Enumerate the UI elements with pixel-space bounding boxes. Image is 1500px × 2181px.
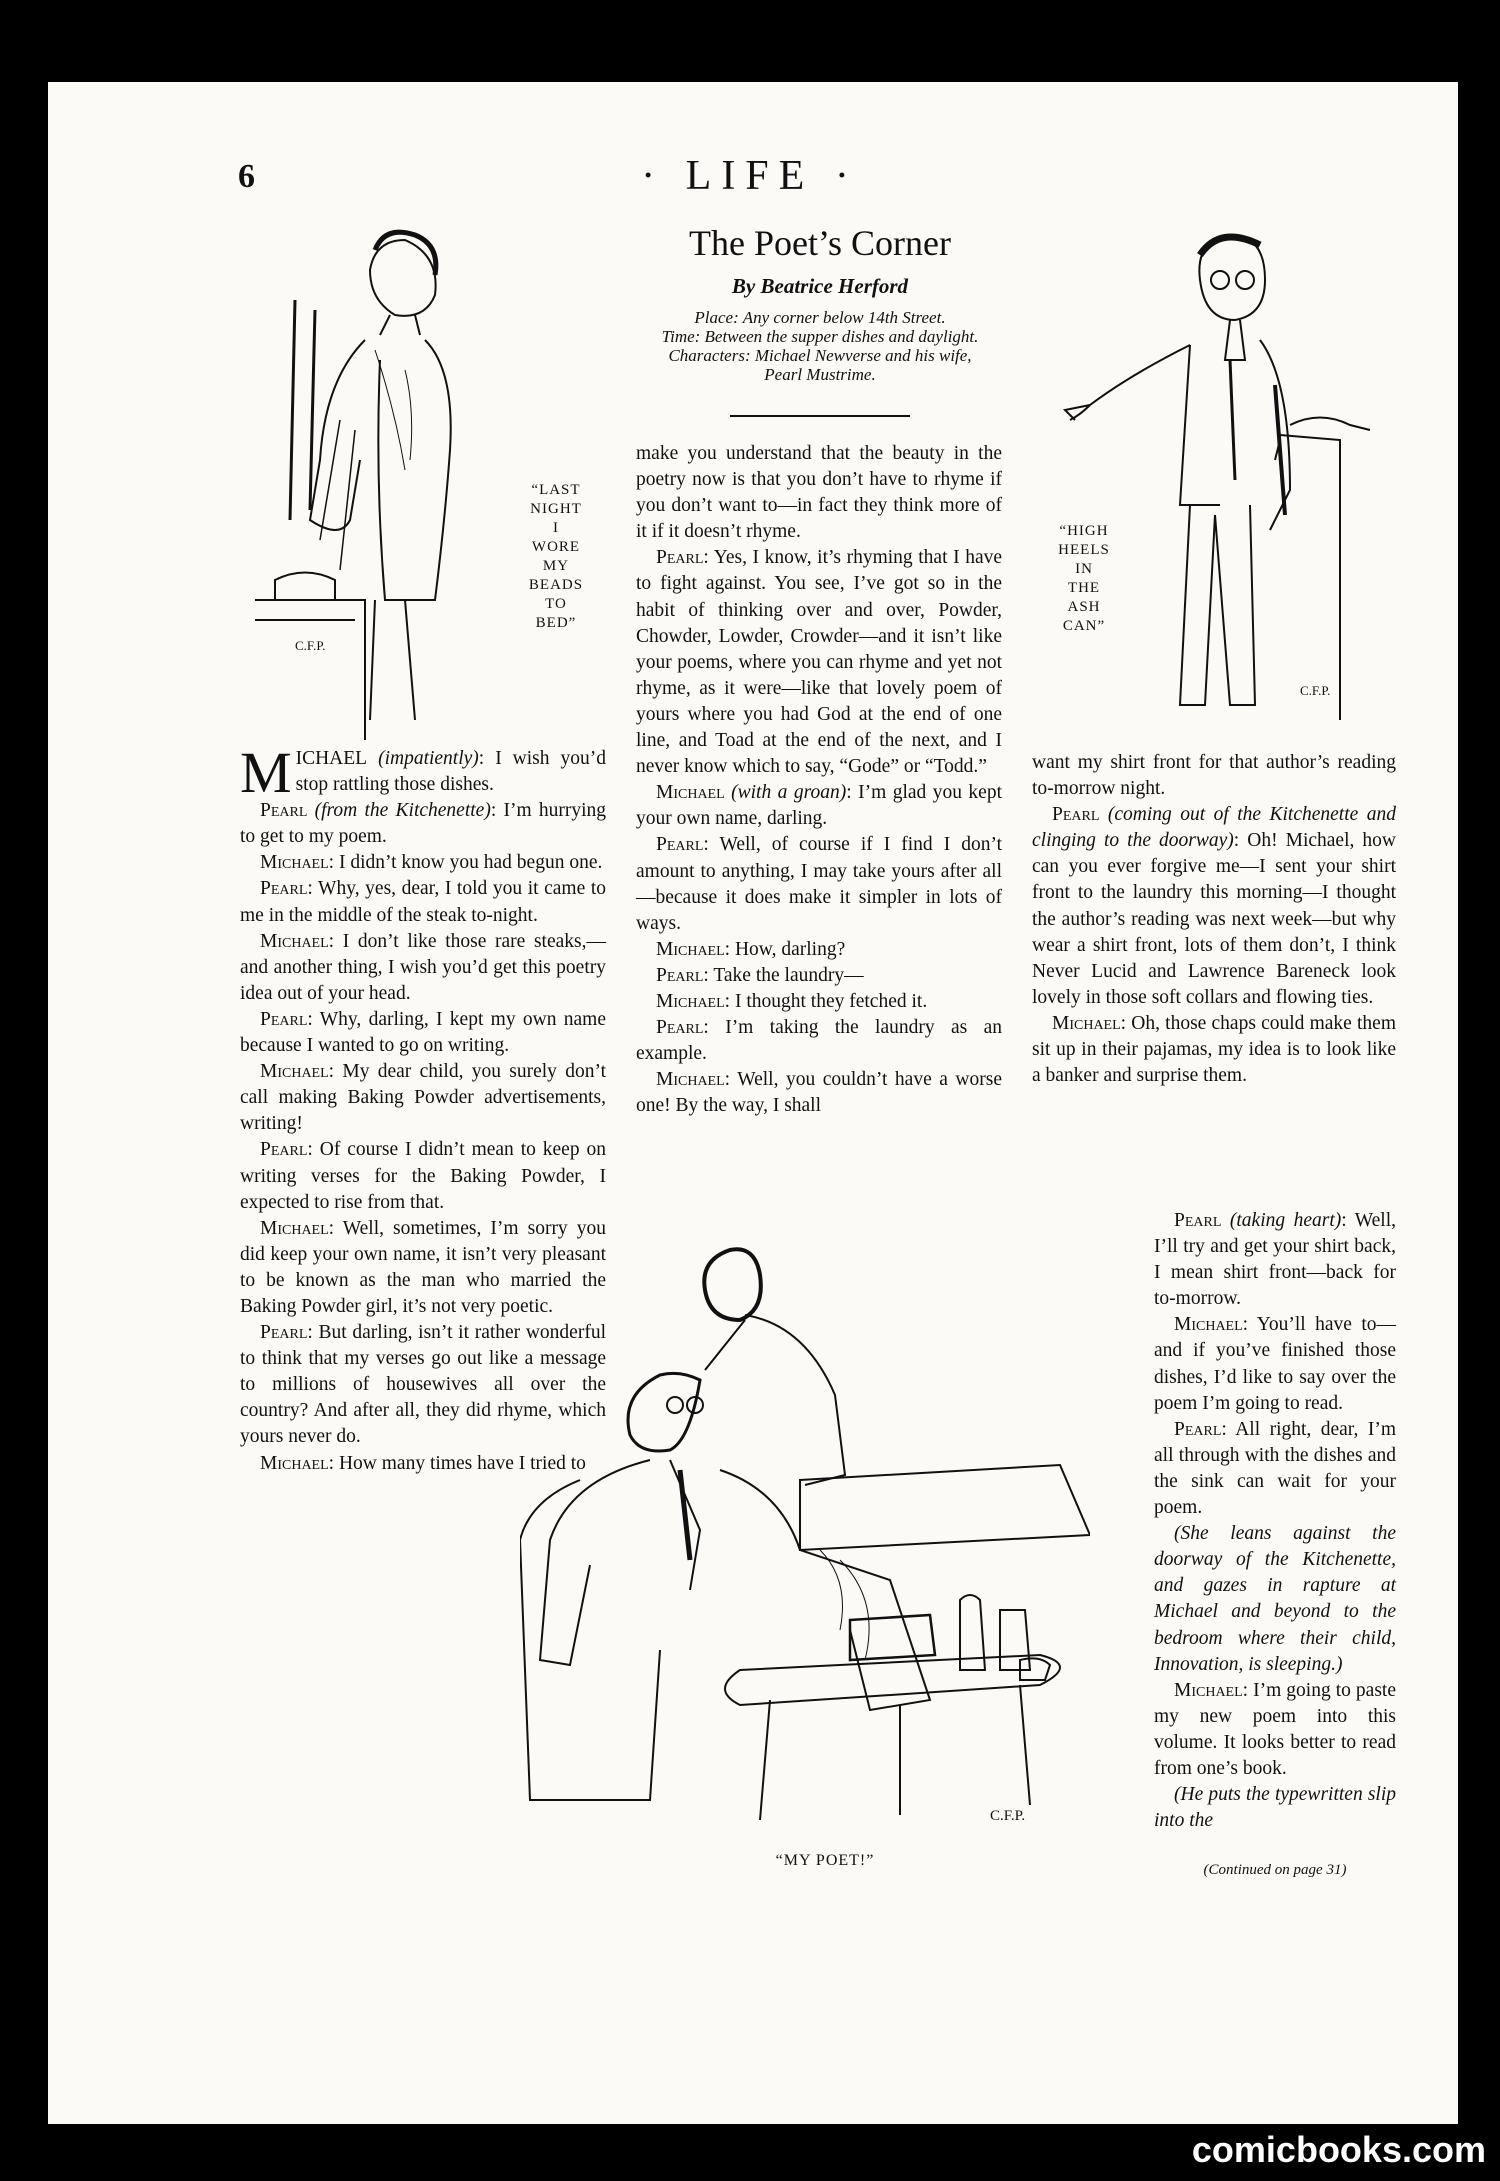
text-column-2 xyxy=(636,441,1002,1119)
dialogue-paragraph xyxy=(240,1137,606,1215)
speaker-name: Michael xyxy=(1174,1679,1243,1701)
dialogue-text: : Well, I’ll try and get your shirt back, I mean shirt front—back for to-morrow. xyxy=(1154,1210,1397,1310)
dialogue-text: : Take the laundry— xyxy=(703,964,864,986)
stage-direction: (impatiently) xyxy=(378,748,479,769)
dialogue-paragraph xyxy=(1154,1678,1396,1782)
speaker-name: Michael xyxy=(260,852,329,874)
caption-line: BEADS xyxy=(528,577,584,593)
speaker-name: Pearl xyxy=(260,1139,308,1161)
caption-high-heels xyxy=(1042,522,1126,636)
dialogue-paragraph xyxy=(240,929,606,1007)
speaker-name: Pearl xyxy=(656,964,704,986)
dialogue-text: : Oh! Michael, how can you ever forgive me—I sent your shirt front to the laundry this morning—I thought the author’s reading was next week—but why wear a shirt front, lots of them don’t, I think Never Lucid and Lawrence Bareneck look lovely in those soft collars and flowing ties. xyxy=(1032,830,1396,1008)
setting-time: Time: Between the supper dishes and daylight. xyxy=(661,327,979,346)
caption-line: IN xyxy=(1075,561,1093,577)
dialogue-paragraph xyxy=(636,1067,1002,1119)
drop-cap: M xyxy=(240,740,292,805)
caption-line: BED” xyxy=(535,615,577,631)
dialogue-paragraph xyxy=(1032,1011,1396,1089)
watermark: comicbooks.com xyxy=(1191,2129,1486,2170)
dialogue-paragraph xyxy=(636,989,1002,1015)
dialogue-text: : I’m taking the laundry as an example. xyxy=(636,1017,1002,1065)
stage-direction: (with a groan) xyxy=(731,782,847,804)
dialogue-paragraph xyxy=(1154,1521,1396,1678)
dialogue-text: : Why, yes, dear, I told you it came to me in the middle of the steak to-night. xyxy=(240,878,606,926)
dialogue-text: : Oh, those chaps could make them sit up in their pajamas, my idea is to look like a banker and surprise them. xyxy=(1032,1012,1396,1087)
speaker-name: Michael xyxy=(260,1452,329,1474)
dialogue-text: : Yes, I know, it’s rhyming that I have to fight against. You see, I’ve got so in the habit of thinking over and over, Powder, Chowder, Lowder, Crowder—and it isn’t like your poems, where you can rhyme and yet not rhyme, as it were—like that lovely poem of yours where you had God at the end of one line, and Toad at the end of the next, and I never know which to say, “Gode” or “Todd.” xyxy=(636,547,1002,778)
dialogue-text: : I’m going to paste my new poem into this volume. It looks better to read from one’s book. xyxy=(1154,1679,1396,1779)
dialogue-paragraph xyxy=(1154,1208,1396,1312)
speaker-name: Michael xyxy=(656,938,725,960)
speaker-name: ICHAEL xyxy=(295,748,368,769)
dialogue-text: : But darling, isn’t it rather wonderful to think that my verses go out like a message to millions of housewives all over the country? And after all, they did rhyme, which yours never do. xyxy=(240,1322,606,1448)
caption-line: “HIGH xyxy=(1059,523,1109,539)
dialogue-text: : I didn’t know you had begun one. xyxy=(328,852,603,874)
dialogue-paragraph xyxy=(636,1015,1002,1067)
speaker-name: Michael xyxy=(260,1217,329,1239)
setting-characters: Characters: Michael Newverse and his wife, xyxy=(668,346,972,365)
dialogue-text: : I wish you’d stop rattling those dishes. xyxy=(295,748,607,796)
signature-right: C.F.P. xyxy=(1300,683,1331,698)
speaker-name: Pearl xyxy=(260,1008,308,1030)
dialogue-paragraph xyxy=(240,1451,606,1477)
dialogue-paragraph xyxy=(240,798,606,850)
signature-center: C.F.P. xyxy=(990,1808,1026,1824)
continued-text: make you understand that the beauty in the poetry now is that you don’t have to rhyme if you don’t want to—in fact they think more of it if it doesn’t rhyme. xyxy=(636,443,1002,543)
caption-line: I xyxy=(553,520,559,536)
dialogue-paragraph xyxy=(240,1059,606,1137)
illustration-woman-beads xyxy=(255,220,515,740)
dialogue-paragraph xyxy=(636,545,1002,780)
text-column-3-upper xyxy=(1032,750,1396,1089)
masthead: · LIFE · xyxy=(641,153,859,199)
dialogue-paragraph xyxy=(1154,1312,1396,1416)
caption-line: MY xyxy=(542,558,570,574)
dialogue-text: : Of course I didn’t mean to keep on writing verses for the Baking Powder, I expected to rise from that. xyxy=(240,1139,606,1213)
speaker-name: Michael xyxy=(1174,1314,1243,1336)
speaker-name: Pearl xyxy=(1052,804,1100,826)
speaker-name: Michael xyxy=(656,782,725,804)
speaker-name: Michael xyxy=(260,930,329,952)
signature-left: C.F.P. xyxy=(295,638,326,653)
speaker-name: Pearl xyxy=(656,547,704,569)
dialogue-paragraph xyxy=(636,963,1002,989)
stage-direction: (coming out of the Kitchenette and clinging to the doorway) xyxy=(1032,804,1397,852)
dialogue-paragraph xyxy=(240,1320,606,1450)
stage-direction: (She leans against the doorway of the Kitchenette, and gazes in rapture at Michael and beyond to the bedroom where their child, Innovation, is sleeping.) xyxy=(1154,1523,1396,1675)
dialogue-text: : I thought they fetched it. xyxy=(724,990,928,1012)
caption-last-night xyxy=(516,481,596,633)
dialogue-paragraph xyxy=(240,1007,606,1059)
dialogue-text: : Well, of course if I find I don’t amount to anything, I may take yours after all—because it does make it simpler in lots of ways. xyxy=(636,834,1002,934)
dialogue-text: : I don’t like those rare steaks,—and another thing, I wish you’d get this poetry idea out of your head. xyxy=(240,930,606,1004)
caption-line: NIGHT xyxy=(530,501,582,517)
caption-line: HEELS xyxy=(1058,542,1110,558)
byline: By Beatrice Herford xyxy=(731,274,909,298)
speaker-name: Pearl xyxy=(1174,1418,1222,1440)
speaker-name: Pearl xyxy=(260,878,308,900)
dialogue-paragraph xyxy=(1032,802,1396,1011)
caption-line: ASH xyxy=(1067,599,1101,615)
speaker-name: Pearl xyxy=(656,834,704,856)
caption-line: “LAST xyxy=(531,482,581,498)
caption-line: THE xyxy=(1067,580,1101,596)
dialogue-paragraph xyxy=(636,832,1002,936)
setting-block xyxy=(600,308,1040,384)
speaker-name: Michael xyxy=(656,990,725,1012)
caption-line: TO xyxy=(545,596,567,612)
page-number: 6 xyxy=(238,158,255,195)
speaker-name: Pearl xyxy=(260,800,308,822)
stage-direction: (He puts the typewritten slip into the xyxy=(1154,1784,1396,1832)
continued-note: (Continued on page 31) xyxy=(1203,1862,1347,1878)
dialogue-paragraph xyxy=(636,780,1002,832)
dialogue-text: : Well, you couldn’t have a worse one! By the way, I shall xyxy=(636,1069,1002,1117)
dialogue-paragraph xyxy=(240,1216,606,1320)
stage-direction: (from the Kitchenette) xyxy=(314,800,491,822)
dialogue-text: : How, darling? xyxy=(724,938,846,960)
stage-direction: (taking heart) xyxy=(1229,1210,1342,1231)
caption-line: CAN” xyxy=(1062,618,1106,634)
dialogue-text: : My dear child, you surely don’t call making Baking Powder advertisements, writing! xyxy=(240,1061,606,1135)
text-column-1 xyxy=(240,740,607,1477)
caption-my-poet: “MY POET!” xyxy=(775,1852,875,1869)
setting-characters-cont: Pearl Mustrime. xyxy=(764,365,876,384)
dialogue-paragraph xyxy=(636,937,1002,963)
speaker-name: Pearl xyxy=(656,1017,704,1039)
dialogue-paragraph xyxy=(1154,1782,1396,1834)
dialogue-paragraph xyxy=(1154,1417,1396,1521)
dialogue-text: : How many times have I tried to xyxy=(328,1452,586,1474)
title-rule xyxy=(730,415,910,417)
illustration-man-gesturing xyxy=(1050,225,1380,735)
dialogue-paragraph xyxy=(240,850,606,876)
speaker-name: Michael xyxy=(260,1061,329,1083)
setting-place: Place: Any corner below 14th Street. xyxy=(694,308,946,327)
dialogue-paragraph xyxy=(240,876,606,928)
speaker-name: Michael xyxy=(656,1069,725,1091)
speaker-name: Pearl xyxy=(1174,1210,1222,1231)
speaker-name: Pearl xyxy=(260,1322,308,1344)
dialogue-text: : I’m hurrying to get to my poem. xyxy=(240,800,607,848)
dialogue-text: : All right, dear, I’m all through with the dishes and the sink can wait for your poem. xyxy=(1154,1418,1396,1519)
dialogue-paragraph xyxy=(240,740,607,805)
caption-line: WORE xyxy=(531,539,581,555)
dialogue-text: : Why, darling, I kept my own name because I wanted to go on writing. xyxy=(240,1008,606,1057)
article-title: The Poet’s Corner xyxy=(689,223,951,263)
continued-text: want my shirt front for that author’s reading to-morrow night. xyxy=(1032,752,1396,800)
dialogue-text: : You’ll have to—and if you’ve finished those dishes, I’d like to say over the poem I’m going to read. xyxy=(1154,1314,1396,1414)
speaker-name: Michael xyxy=(1052,1012,1121,1034)
dialogue-text: : I’m glad you kept your own name, darling. xyxy=(636,782,1003,830)
text-column-3-lower xyxy=(1154,1208,1396,1834)
dialogue-text: : Well, sometimes, I’m sorry you did keep your own name, it isn’t very pleasant to be known as the man who married the Baking Powder girl, it’s not very poetic. xyxy=(240,1217,606,1317)
